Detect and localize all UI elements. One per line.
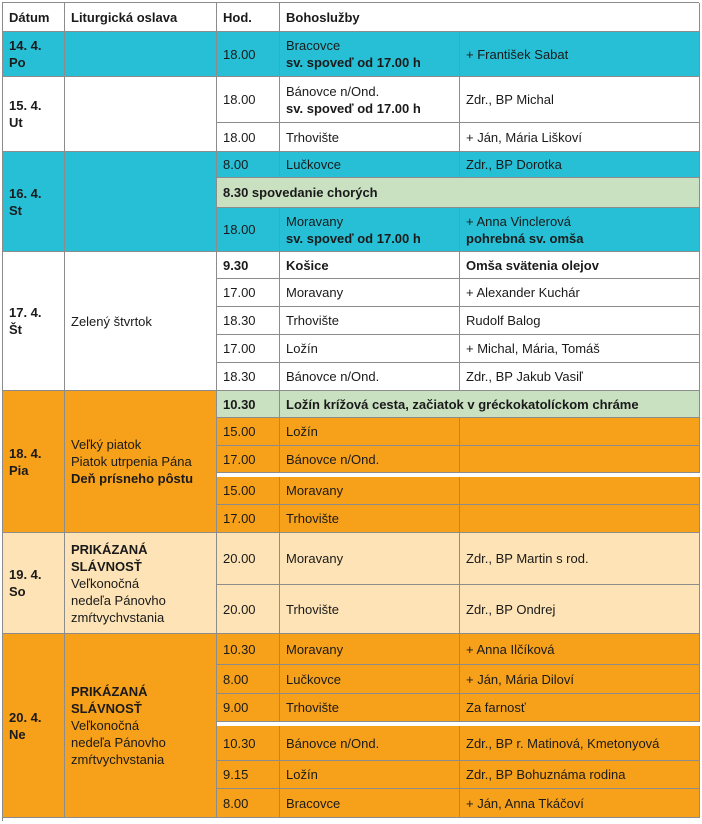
place-line: Trhovište (286, 313, 339, 328)
date-line: 20. 4. (9, 709, 42, 725)
place-cell (280, 665, 460, 694)
header-label: Liturgická oslava (71, 9, 178, 25)
header-label: Bohoslužby (286, 9, 360, 25)
place-line: Bánovce n/Ond. (286, 735, 380, 751)
intention-line: Zdr., BP Martin s rod. (466, 551, 589, 566)
time-value: 17.00 (223, 341, 256, 356)
time-value: 20.00 (223, 601, 256, 617)
place-line: Trhovište (286, 129, 339, 145)
date-line: St (9, 202, 22, 218)
celebration-line: Veľkonočná (71, 575, 140, 591)
date-line: 16. 4. (9, 185, 42, 201)
place-cell (280, 208, 460, 252)
banner-row (280, 391, 700, 418)
time-cell (217, 152, 280, 178)
time-value: 18.30 (223, 313, 256, 328)
date-line: 19. 4. (9, 567, 42, 582)
time-cell (217, 789, 280, 818)
intention-cell (460, 152, 700, 178)
place-line: Moravany (286, 641, 344, 657)
place-cell (280, 533, 460, 585)
place-cell (280, 634, 460, 665)
intention-line: + Anna Ilčíková (466, 641, 555, 657)
place-line: Bracovce (286, 38, 341, 53)
intention-cell (460, 307, 700, 335)
celebration-line: Veľkonočná (71, 718, 140, 733)
place-line: Ložín (286, 341, 318, 356)
date-line: 17. 4. (9, 305, 42, 320)
celebration-line: nedeľa Pánovho (71, 735, 166, 750)
time-cell (217, 252, 280, 279)
intention-cell (460, 634, 700, 665)
time-cell (217, 726, 280, 761)
place-cell (280, 279, 460, 307)
schedule-table (2, 2, 699, 821)
time-cell (217, 363, 280, 391)
time-value: 18.00 (223, 92, 256, 107)
intention-cell (460, 726, 700, 761)
place-line: Moravany (286, 213, 344, 229)
place-cell (280, 446, 460, 473)
date-line: Ut (9, 115, 23, 130)
time-value: 9.00 (223, 700, 249, 715)
place-line: Ložín (286, 767, 318, 782)
place-cell (280, 363, 460, 391)
intention-cell (460, 77, 700, 123)
intention-cell (460, 477, 700, 505)
celebration-line: Piatok utrpenia Pána (71, 454, 192, 469)
intention-line: Zdr., BP Ondrej (466, 601, 556, 617)
intention-cell (460, 665, 700, 694)
time-value: 10.30 (223, 396, 256, 412)
place-line: Lučkovce (286, 671, 341, 687)
intention-line: Zdr., BP Bohuznáma rodina (466, 767, 626, 782)
place-cell (280, 477, 460, 505)
celebration-line: Zelený štvrtok (71, 313, 152, 329)
time-cell (217, 505, 280, 533)
intention-cell (460, 363, 700, 391)
time-value: 18.30 (223, 369, 256, 384)
banner-row (217, 178, 700, 208)
header-0 (3, 3, 65, 32)
celebration-line: PRIKÁZANÁ (71, 541, 148, 557)
place-line: Trhovište (286, 700, 339, 715)
celebration-line: SLÁVNOSŤ (71, 558, 142, 574)
place-line: Moravany (286, 551, 344, 566)
place-line: Lučkovce (286, 157, 341, 172)
intention-cell (460, 533, 700, 585)
time-cell (217, 533, 280, 585)
time-value: 18.00 (223, 46, 256, 62)
date-line: Ne (9, 726, 26, 742)
time-cell (217, 761, 280, 789)
time-value: 17.00 (223, 285, 256, 300)
time-value: 18.00 (223, 222, 256, 237)
date-cell (3, 252, 65, 391)
place-line: Košice (286, 257, 329, 273)
intention-cell (460, 789, 700, 818)
intention-cell (460, 585, 700, 634)
date-line: 18. 4. (9, 445, 42, 461)
intention-line: Zdr., BP r. Matinová, Kmetonyová (466, 735, 660, 751)
time-cell (217, 307, 280, 335)
time-value: 15.00 (223, 483, 256, 498)
place-line: sv. spoveď od 17.00 h (286, 230, 421, 246)
time-cell (217, 335, 280, 363)
date-cell (3, 32, 65, 77)
intention-cell (460, 123, 700, 152)
header-2 (217, 3, 280, 32)
time-cell (217, 665, 280, 694)
intention-line: Zdr., BP Dorotka (466, 157, 562, 172)
place-line: sv. spoveď od 17.00 h (286, 100, 421, 116)
place-cell (280, 252, 460, 279)
celebration-line: zmŕtvychvstania (71, 752, 165, 767)
intention-line: + Michal, Mária, Tomáš (466, 341, 600, 356)
date-cell (3, 391, 65, 533)
time-cell (217, 77, 280, 123)
celebration-cell (65, 77, 217, 152)
date-cell (3, 533, 65, 634)
place-line: Bánovce n/Ond. (286, 83, 380, 99)
place-cell (280, 726, 460, 761)
celebration-cell (65, 533, 217, 634)
intention-cell (460, 279, 700, 307)
header-label: Hod. (223, 9, 252, 25)
intention-line: + Ján, Mária Liškoví (466, 129, 582, 145)
time-cell (217, 123, 280, 152)
time-cell (217, 391, 280, 418)
time-cell (217, 446, 280, 473)
intention-cell (460, 208, 700, 252)
date-cell (3, 77, 65, 152)
place-line: sv. spoveď od 17.00 h (286, 55, 421, 70)
header-3 (280, 3, 700, 32)
date-line: Po (9, 55, 26, 70)
banner-text: Ložín krížová cesta, začiatok v gréckokatolíckom chráme (286, 396, 639, 412)
celebration-line: zmŕtvychvstania (71, 609, 165, 625)
date-cell (3, 152, 65, 252)
time-value: 18.00 (223, 129, 256, 145)
intention-line: Zdr., BP Jakub Vasiľ (466, 369, 583, 384)
intention-cell (460, 694, 700, 722)
celebration-cell (65, 152, 217, 252)
time-cell (217, 694, 280, 722)
celebration-line: Deň prísneho pôstu (71, 471, 194, 486)
place-cell (280, 694, 460, 722)
time-value: 10.30 (223, 735, 256, 751)
intention-line: Za farnosť (466, 700, 526, 715)
time-value: 9.15 (223, 767, 249, 782)
place-line: Trhovište (286, 511, 339, 526)
place-line: Ložín (286, 424, 318, 439)
place-cell (280, 505, 460, 533)
date-line: Št (9, 322, 22, 337)
place-cell (280, 123, 460, 152)
place-line: Bánovce n/Ond. (286, 369, 380, 384)
time-value: 8.00 (223, 795, 249, 811)
place-cell (280, 789, 460, 818)
place-cell (280, 418, 460, 446)
place-line: Moravany (286, 483, 344, 498)
time-value: 20.00 (223, 551, 256, 566)
time-value: 8.00 (223, 157, 249, 172)
time-cell (217, 585, 280, 634)
celebration-cell (65, 634, 217, 818)
intention-line: + Anna Vinclerová (466, 213, 571, 229)
date-line: Pia (9, 462, 29, 478)
intention-line: + Ján, Mária Diloví (466, 671, 575, 687)
time-value: 15.00 (223, 424, 256, 439)
place-cell (280, 77, 460, 123)
place-cell (280, 307, 460, 335)
place-cell (280, 585, 460, 634)
intention-line: + Ján, Anna Tkáčoví (466, 795, 584, 811)
intention-cell (460, 761, 700, 789)
header-1 (65, 3, 217, 32)
celebration-line: PRIKÁZANÁ (71, 684, 148, 699)
intention-line: Rudolf Balog (466, 313, 541, 328)
date-line: So (9, 584, 26, 599)
time-cell (217, 418, 280, 446)
time-cell (217, 634, 280, 665)
place-cell (280, 32, 460, 77)
time-cell (217, 477, 280, 505)
time-value: 8.00 (223, 671, 249, 687)
celebration-line: SLÁVNOSŤ (71, 701, 142, 716)
intention-line: + Alexander Kuchár (466, 285, 580, 300)
intention-cell (460, 505, 700, 533)
intention-cell (460, 418, 700, 446)
intention-cell (460, 335, 700, 363)
intention-cell (460, 446, 700, 473)
place-line: Moravany (286, 285, 344, 300)
place-cell (280, 761, 460, 789)
time-cell (217, 279, 280, 307)
intention-line: Zdr., BP Michal (466, 92, 554, 107)
celebration-line: Veľký piatok (71, 437, 142, 452)
time-value: 17.00 (223, 511, 256, 526)
date-line: 14. 4. (9, 38, 42, 53)
header-label: Dátum (9, 9, 50, 25)
time-value: 10.30 (223, 641, 256, 657)
intention-cell (460, 252, 700, 279)
place-line: Bánovce n/Ond. (286, 451, 380, 467)
intention-cell (460, 32, 700, 77)
time-cell (217, 32, 280, 77)
place-line: Trhovište (286, 601, 339, 617)
date-line: 15. 4. (9, 98, 42, 113)
banner-text: 8.30 spovedanie chorých (223, 185, 378, 200)
intention-line: + František Sabat (466, 46, 569, 62)
date-cell (3, 634, 65, 818)
place-line: Bracovce (286, 795, 341, 811)
time-value: 9.30 (223, 257, 249, 273)
celebration-cell (65, 252, 217, 391)
intention-line: pohrebná sv. omša (466, 230, 584, 246)
time-value: 17.00 (223, 451, 256, 467)
place-cell (280, 335, 460, 363)
celebration-cell (65, 32, 217, 77)
place-cell (280, 152, 460, 178)
celebration-line: nedeľa Pánovho (71, 592, 166, 608)
time-cell (217, 208, 280, 252)
celebration-cell (65, 391, 217, 533)
intention-line: Omša svätenia olejov (466, 257, 599, 273)
